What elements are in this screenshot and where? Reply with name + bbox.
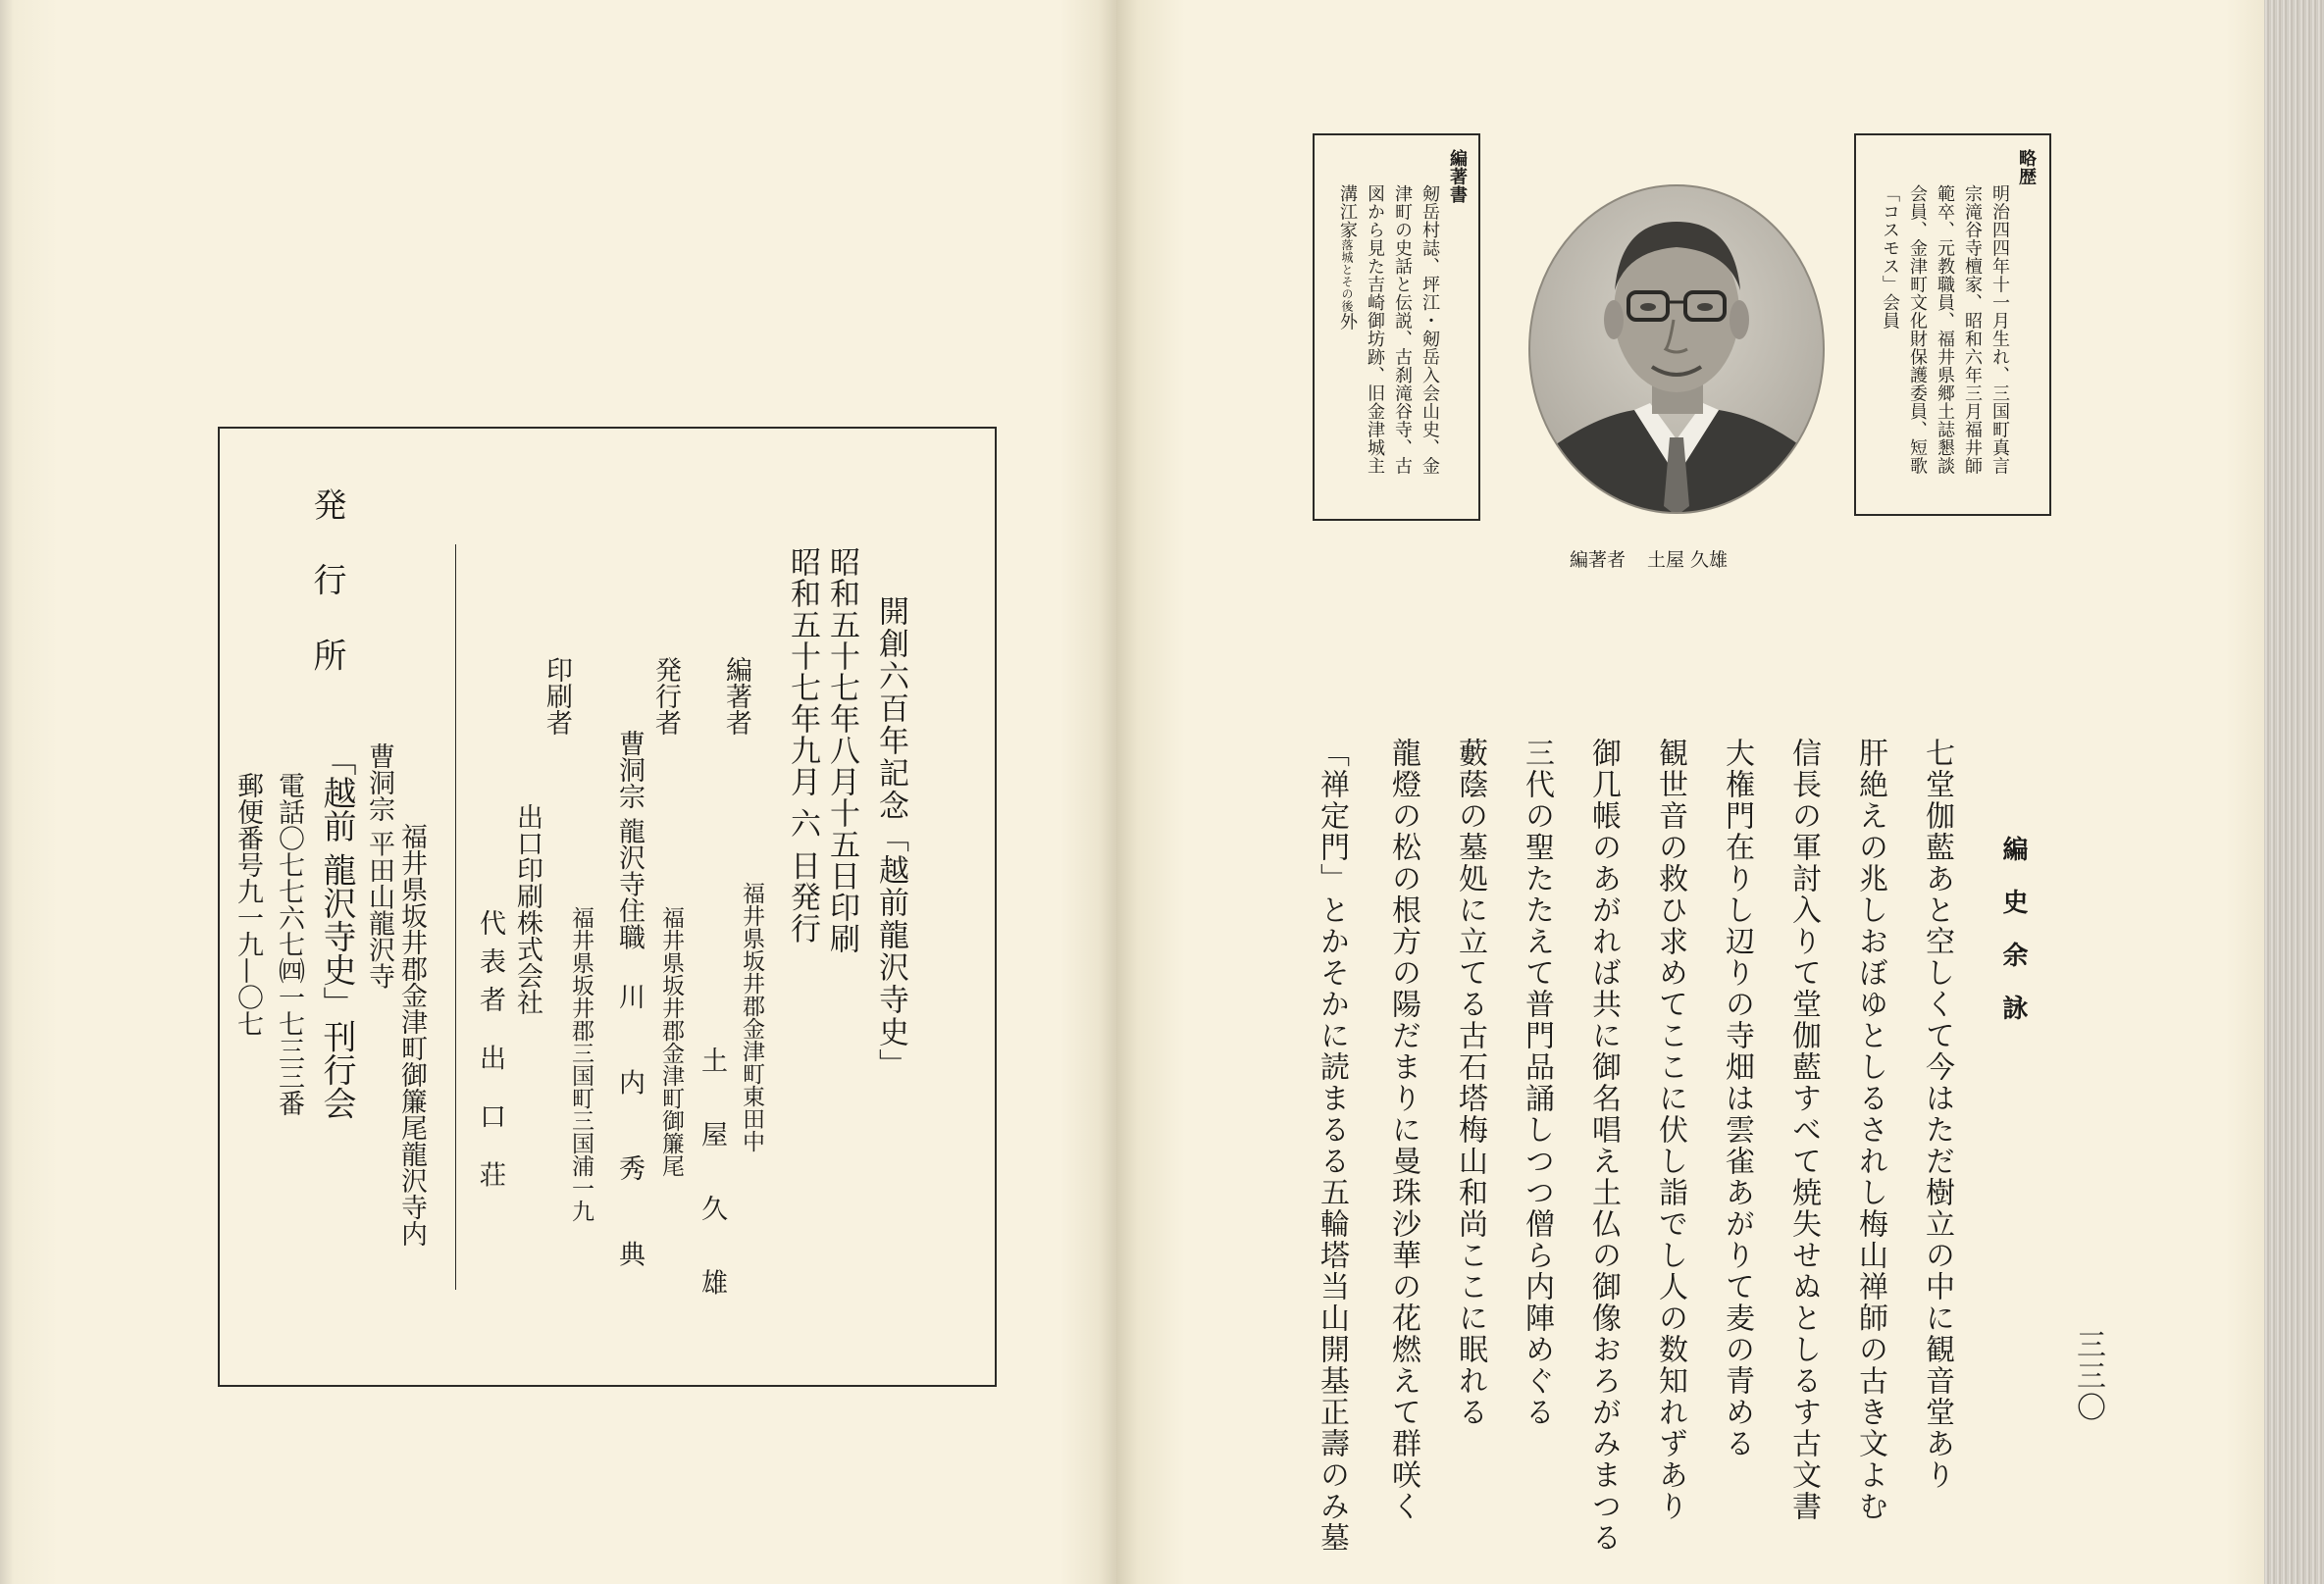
colophon-title: 開創六百年記念「越前龍沢寺史」 [873,595,908,1081]
poem: 大権門在りし辺りの寺畑は雲雀あがりて麦の青める [1720,738,1754,1459]
biography-line: 明治四四年十一月生れ、三国町真言 [1989,184,2010,475]
poem: 信長の軍討入りて堂伽藍すべて焼失せぬとしるす古文書 [1786,738,1821,1522]
left-page [0,0,1116,1584]
biography-line: 範卒、元教職員、福井県郷土誌懇談 [1935,184,1955,475]
works-line: 剱岳村誌、坪江・剱岳入会山史、金 [1420,184,1440,475]
poem: 肝絶えの兆しおぼゆとしるされし梅山禅師の古き文よむ [1853,738,1887,1522]
poem: 七堂伽藍あと空しくて今はただ樹立の中に観音堂あり [1920,738,1954,1491]
page-number: 三三〇 [2071,1329,2105,1423]
publisher-role: 発行者 [650,656,681,736]
portrait-caption [1570,545,1749,572]
poem: 「禅定門」とかそかに読まるる五輪塔当山開基正壽のみ墓 [1315,738,1349,1554]
editor-name: 土 屋 久 雄 [697,1047,727,1315]
issuer-phone: 電話〇七七六七㈣一七三三番 [274,772,304,1116]
colophon-divider [455,544,456,1290]
printer-company: 出口印刷株式会社 [512,803,542,1015]
issuer-name: 「越前 龍沢寺史」刊行会 [317,742,356,1120]
caption-name: 土屋 久雄 [1647,549,1729,571]
poem: 龍燈の松の根方の陽だまりに曼珠沙華の花燃えて群咲く [1386,738,1420,1522]
colophon-box [218,427,997,1387]
works-last-line [1333,184,1361,331]
printer-address: 福井県坂井郡三国町三国浦一九 [568,906,594,1222]
works-line: 図から見た吉崎御坊跡、旧金津城主 [1365,184,1385,475]
issuer-postal: 郵便番号九一九—〇七 [232,772,263,1037]
caption-role: 編著者 [1570,549,1627,571]
works-line: 津町の史話と伝説、古刹滝谷寺、古 [1392,184,1413,475]
works-heading: 編著書 [1447,149,1468,204]
printer-representative: 代表者 出 口 荘 [475,909,505,1200]
issuer-address: 福井県坂井郡金津町御簾尾龍沢寺内 [396,823,427,1247]
publisher-address: 福井県坂井郡金津町御簾尾 [658,906,684,1177]
works-last-line-small: 落城とその後 [1340,238,1354,313]
issuer-role: 発 行 所 [307,487,346,688]
essay-title: 編史余詠 [1998,836,2028,1047]
poem: 観世音の救ひ求めてここに伏し詣でし人の数知れずあり [1653,738,1687,1522]
editor-role: 編著者 [721,656,751,736]
works-last-line-main: 溝江家 [1337,184,1358,239]
biography-line: 会員、金津町文化財保護委員、短歌 [1907,184,1928,475]
biography-line: 「コスモス」会員 [1880,184,1900,330]
biography-heading: 略歴 [2016,149,2037,185]
works-last-line-tail: 外 [1337,312,1358,331]
poem: 御几帳のあがれば共に御名唱え土仏の御像おろがみまつる [1586,738,1621,1554]
book-edge [2264,0,2324,1584]
print-date: 昭和五十七年八月十五日印刷 [824,546,859,954]
publisher-name: 川 内 秀 典 [614,983,645,1293]
editor-address: 福井県坂井郡金津町東田中 [739,882,764,1152]
publisher-affiliation: 曹洞宗 龍沢寺住職 [614,730,645,950]
printer-role: 印刷者 [542,656,572,736]
poem: 三代の聖たたえて普門品誦しつつ僧ら内陣めぐる [1520,738,1554,1428]
poem: 藪蔭の墓処に立てる古石塔梅山和尚ここに眠れる [1453,738,1487,1428]
author-portrait [1526,182,1827,516]
biography-line: 宗滝谷寺檀家、昭和六年三月福井師 [1962,184,1983,475]
works-box [1313,133,1480,521]
issuer-temple: 曹洞宗 平田山龍沢寺 [364,742,394,990]
publish-date: 昭和五十七年九月 六 日発行 [785,546,820,945]
biography-box [1854,133,2051,516]
